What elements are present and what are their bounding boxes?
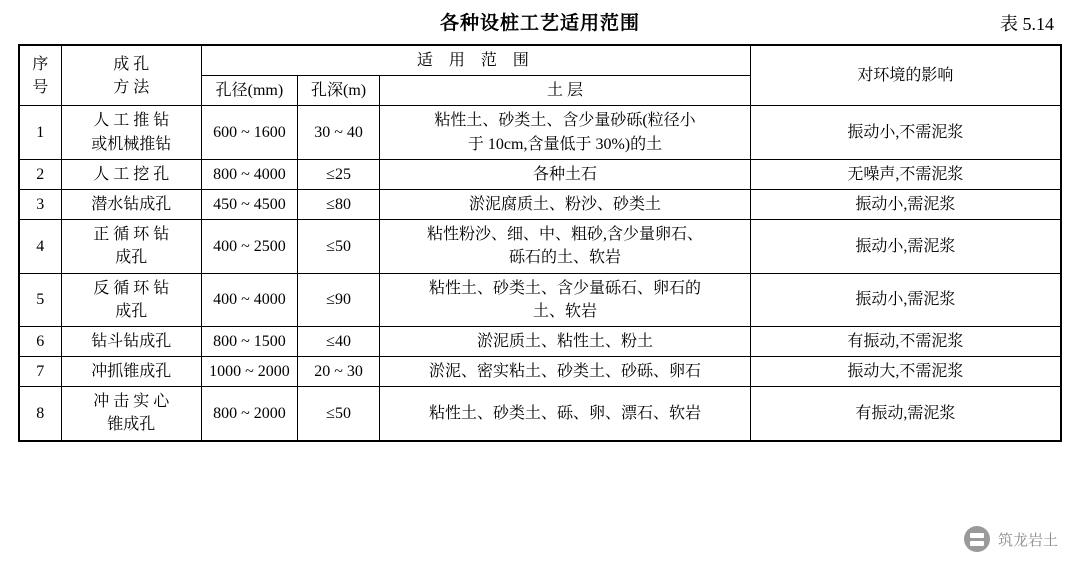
row-method: 冲抓锥成孔 <box>61 357 201 387</box>
row-depth: 20 ~ 30 <box>298 357 380 387</box>
row-soil-line1: 粘性粉沙、细、中、粗砂,含少量卵石、 <box>426 226 703 244</box>
header-seq <box>19 45 61 106</box>
row-method: 人 工 挖 孔 <box>61 159 201 189</box>
header-method-line2: 方 法 <box>113 78 150 96</box>
row-method-line1: 正 循 环 钻 <box>93 226 170 244</box>
row-method-line1: 人 工 推 钻 <box>93 112 170 130</box>
table-row <box>19 357 1061 387</box>
header-method-line1: 成 孔 <box>113 55 150 73</box>
header-environment: 对环境的影响 <box>750 45 1061 106</box>
row-environment: 有振动,需泥浆 <box>750 387 1061 441</box>
row-method <box>61 273 201 326</box>
row-depth: ≤80 <box>298 189 380 219</box>
circle-logo-icon <box>964 526 990 552</box>
row-environment: 无噪声,不需泥浆 <box>750 159 1061 189</box>
row-method-line2: 成孔 <box>115 302 148 320</box>
row-diameter: 450 ~ 4500 <box>201 189 297 219</box>
row-method <box>61 106 201 159</box>
row-method <box>61 220 201 273</box>
row-depth: ≤25 <box>298 159 380 189</box>
row-seq: 2 <box>19 159 61 189</box>
row-diameter: 800 ~ 1500 <box>201 326 297 356</box>
table-row <box>19 326 1061 356</box>
row-diameter: 600 ~ 1600 <box>201 106 297 159</box>
row-environment: 振动小,需泥浆 <box>750 220 1061 273</box>
row-soil: 淤泥腐质土、粉沙、砂类土 <box>380 189 751 219</box>
table-number-label: 表 5.14 <box>1000 14 1054 34</box>
row-environment: 振动小,需泥浆 <box>750 273 1061 326</box>
row-depth: ≤50 <box>298 387 380 441</box>
row-depth: ≤40 <box>298 326 380 356</box>
row-diameter: 800 ~ 4000 <box>201 159 297 189</box>
row-seq: 4 <box>19 220 61 273</box>
row-soil: 淤泥质土、粘性土、粉土 <box>380 326 751 356</box>
row-environment: 振动小,需泥浆 <box>750 189 1061 219</box>
row-method-line2: 或机械推钻 <box>91 135 172 153</box>
watermark-text: 筑龙岩土 <box>997 531 1058 549</box>
header-seq-line1: 序 <box>32 55 49 73</box>
header-scope-group: 适 用 范 围 <box>201 45 750 76</box>
table-row <box>19 387 1061 441</box>
row-method-line1: 反 循 环 钻 <box>93 279 170 297</box>
row-environment: 振动大,不需泥浆 <box>750 357 1061 387</box>
row-soil: 各种土石 <box>380 159 751 189</box>
row-soil-line2: 于 10cm,含量低于 30%)的土 <box>467 135 663 153</box>
page-title: 各种设桩工艺适用范围 <box>439 13 640 34</box>
row-soil-line1: 粘性土、砂类土、含少量砾石、卵石的 <box>428 279 701 297</box>
row-soil-line2: 砾石的土、软岩 <box>508 249 621 267</box>
row-seq: 1 <box>19 106 61 159</box>
header-diameter: 孔径(mm) <box>201 76 297 106</box>
row-soil: 淤泥、密实粘土、砂类土、砂砾、卵石 <box>380 357 751 387</box>
header-soil: 土 层 <box>380 76 751 106</box>
row-environment: 振动小,不需泥浆 <box>750 106 1061 159</box>
row-diameter: 800 ~ 2000 <box>201 387 297 441</box>
table-row <box>19 220 1061 273</box>
table-row <box>19 106 1061 159</box>
row-seq: 8 <box>19 387 61 441</box>
table-row <box>19 189 1061 219</box>
row-diameter: 400 ~ 2500 <box>201 220 297 273</box>
row-soil: 粘性土、砂类土、砾、卵、漂石、软岩 <box>380 387 751 441</box>
row-method: 潜水钻成孔 <box>61 189 201 219</box>
row-depth: ≤50 <box>298 220 380 273</box>
row-depth: 30 ~ 40 <box>298 106 380 159</box>
pile-construction-table <box>18 44 1062 442</box>
row-soil <box>380 106 751 159</box>
table-row <box>19 159 1061 189</box>
table-row <box>19 273 1061 326</box>
row-method-line2: 锥成孔 <box>107 416 156 434</box>
row-seq: 5 <box>19 273 61 326</box>
header-seq-line2: 号 <box>32 78 49 96</box>
row-soil-line1: 粘性土、砂类土、含少量砂砾(粒径小 <box>434 112 696 130</box>
table-header-row-1 <box>19 45 1061 76</box>
row-soil <box>380 220 751 273</box>
row-environment: 有振动,不需泥浆 <box>750 326 1061 356</box>
row-diameter: 1000 ~ 2000 <box>201 357 297 387</box>
row-seq: 3 <box>19 189 61 219</box>
row-soil <box>380 273 751 326</box>
header-depth: 孔深(m) <box>298 76 380 106</box>
row-diameter: 400 ~ 4000 <box>201 273 297 326</box>
watermark <box>964 526 1058 552</box>
row-seq: 6 <box>19 326 61 356</box>
row-method <box>61 387 201 441</box>
row-method-line1: 冲 击 实 心 <box>93 393 170 411</box>
row-depth: ≤90 <box>298 273 380 326</box>
row-method-line2: 成孔 <box>115 249 148 267</box>
row-seq: 7 <box>19 357 61 387</box>
row-soil-line2: 土、软岩 <box>532 302 597 320</box>
header-method <box>61 45 201 106</box>
row-method: 钻斗钻成孔 <box>61 326 201 356</box>
